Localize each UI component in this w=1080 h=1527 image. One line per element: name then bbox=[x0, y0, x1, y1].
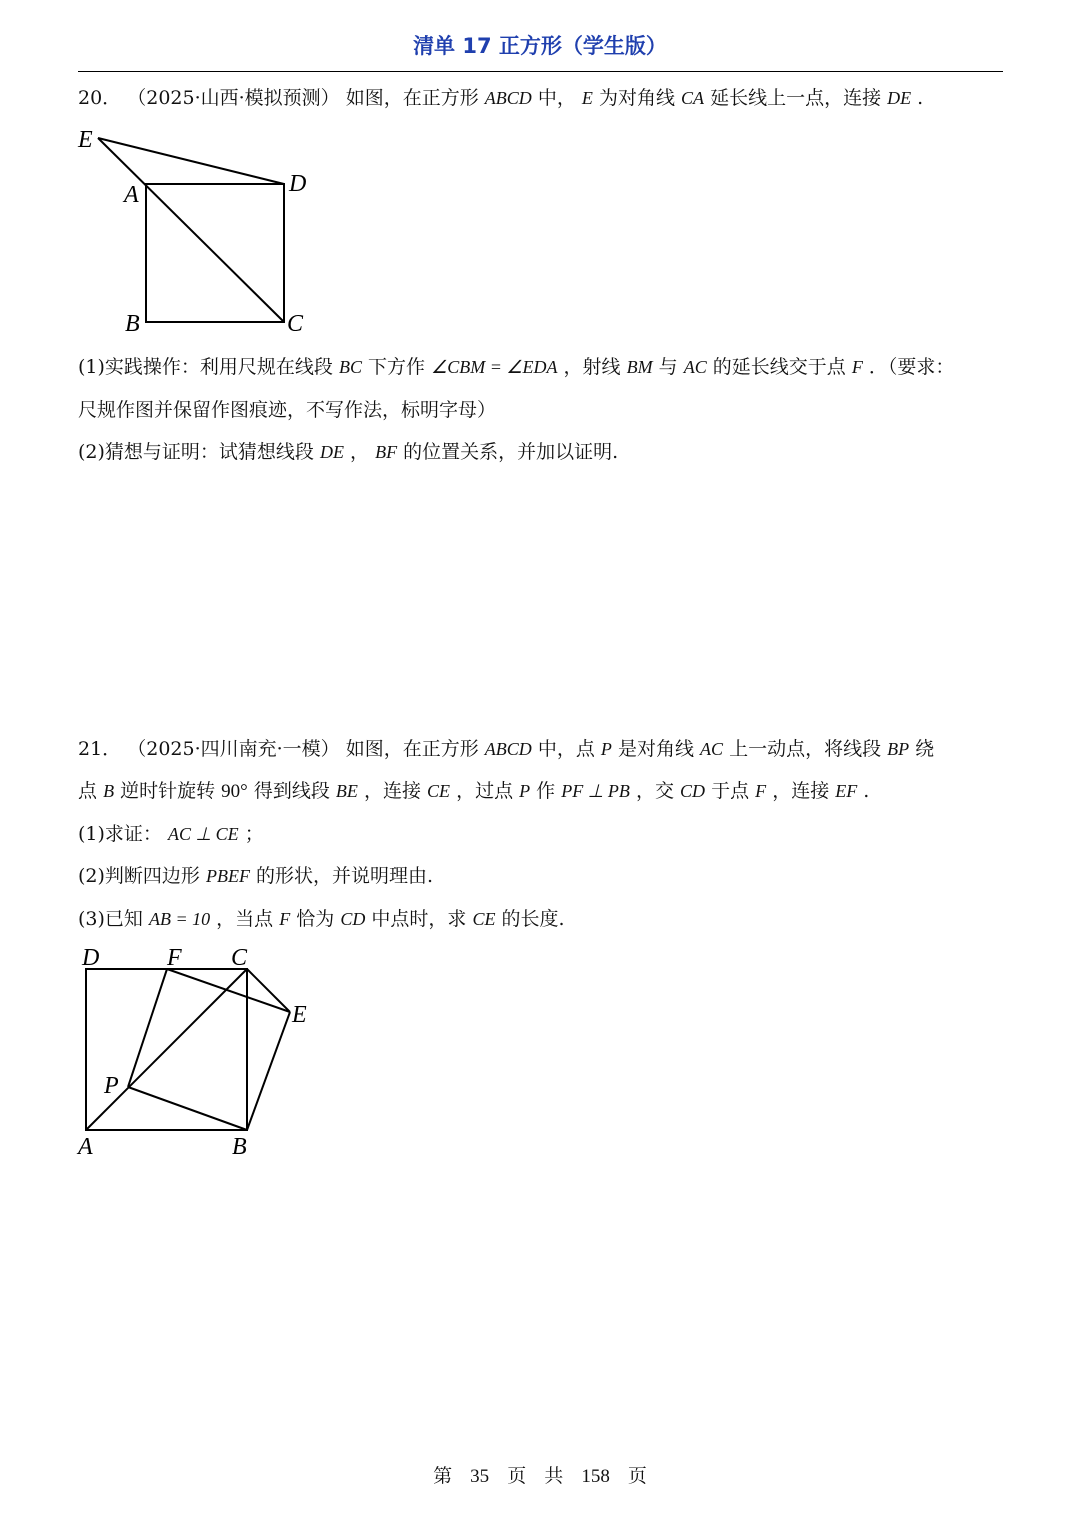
text: 第 bbox=[433, 1465, 453, 1487]
text: 共 bbox=[544, 1465, 564, 1487]
text: 中点时，求 bbox=[371, 908, 467, 930]
math-point: F bbox=[851, 357, 863, 377]
math-segment: CA bbox=[681, 88, 705, 108]
text: 页 bbox=[507, 1465, 527, 1487]
math-angle: ∠CBM = ∠EDA bbox=[431, 357, 558, 377]
text: 上一动点，将线段 bbox=[729, 738, 882, 760]
text: 中， bbox=[537, 87, 576, 109]
math-point: B bbox=[103, 781, 115, 801]
math-expression: AB = 10 bbox=[148, 909, 211, 929]
q21-label-b: B bbox=[232, 1134, 247, 1160]
text: . bbox=[863, 780, 870, 802]
text: 与 bbox=[658, 356, 678, 378]
math-point: F bbox=[755, 781, 767, 801]
math-segment: BE bbox=[335, 781, 358, 801]
text: 绕 bbox=[915, 738, 935, 760]
math-ray: BM bbox=[626, 357, 653, 377]
text: ，连接 bbox=[772, 780, 830, 802]
text: (1)实践操作：利用尺规在线段 bbox=[78, 356, 333, 378]
text: 为对角线 bbox=[598, 87, 675, 109]
q20-label-b: B bbox=[125, 311, 140, 337]
math-segment: BC bbox=[338, 357, 362, 377]
text: (1)求证： bbox=[78, 823, 162, 845]
math-square: ABCD bbox=[484, 88, 532, 108]
text: ，连接 bbox=[363, 780, 421, 802]
math-segment: DE bbox=[887, 88, 912, 108]
text: (2)判断四边形 bbox=[78, 865, 200, 887]
text: 中，点 bbox=[537, 738, 595, 760]
q20-source: （2025·山西·模拟预测） bbox=[127, 87, 340, 109]
text: 如图，在正方形 bbox=[345, 738, 479, 760]
q20-label-e: E bbox=[78, 127, 93, 153]
q21-label-p: P bbox=[104, 1073, 119, 1099]
text: 逆时针旋转 bbox=[120, 780, 216, 802]
text: ，交 bbox=[635, 780, 674, 802]
page-footer bbox=[0, 1461, 1080, 1488]
text: ．（要求： bbox=[868, 356, 955, 378]
page-number: 35 bbox=[470, 1466, 490, 1487]
text: ，过点 bbox=[456, 780, 514, 802]
text: 下方作 bbox=[368, 356, 426, 378]
text: 如图，在正方形 bbox=[345, 87, 479, 109]
q20-number: 20． bbox=[78, 87, 122, 109]
text: 页 bbox=[627, 1465, 647, 1487]
math-square: ABCD bbox=[484, 739, 532, 759]
math-segment: CD bbox=[680, 781, 706, 801]
q20-label-c: C bbox=[287, 311, 304, 337]
text: 得到线段 bbox=[253, 780, 330, 802]
math-point: P bbox=[600, 739, 612, 759]
text: ，当点 bbox=[216, 908, 274, 930]
text: ， bbox=[350, 441, 370, 463]
q21-label-c: C bbox=[231, 945, 248, 971]
text: 点 bbox=[78, 780, 98, 802]
q21-label-f: F bbox=[167, 945, 182, 971]
text: (3)已知 bbox=[78, 908, 143, 930]
text: 的形状，并说明理由. bbox=[256, 865, 434, 887]
math-segment: CE bbox=[427, 781, 451, 801]
page-header-title: 清单 17 正方形（学生版） bbox=[413, 34, 667, 58]
text: 延长线上一点，连接 bbox=[710, 87, 882, 109]
text: . bbox=[917, 87, 924, 109]
math-expression: AC ⊥ CE bbox=[167, 824, 239, 844]
q20-part1-line2: 尺规作图并保留作图痕迹，不写作法，标明字母） bbox=[78, 399, 497, 421]
text: 的位置关系，并加以证明. bbox=[403, 441, 619, 463]
math-segment: AC bbox=[683, 357, 707, 377]
q21-label-d: D bbox=[82, 945, 100, 971]
text: 的延长线交于点 bbox=[712, 356, 846, 378]
total-pages: 158 bbox=[581, 1466, 610, 1487]
text: 的长度. bbox=[501, 908, 565, 930]
math-segment: CE bbox=[472, 909, 496, 929]
text: ，射线 bbox=[563, 356, 621, 378]
math-perpendicular: PF ⊥ PB bbox=[561, 781, 630, 801]
text: ； bbox=[244, 823, 264, 845]
math-segment: BF bbox=[375, 442, 398, 462]
math-segment: AC bbox=[700, 739, 724, 759]
text: 作 bbox=[536, 780, 556, 802]
math-segment: DE bbox=[319, 442, 344, 462]
text: (2)猜想与证明：试猜想线段 bbox=[78, 441, 314, 463]
q21-number: 21． bbox=[78, 738, 122, 760]
q21-label-e: E bbox=[292, 1002, 307, 1028]
math-segment: CD bbox=[340, 909, 366, 929]
text: 于点 bbox=[711, 780, 750, 802]
math-degree: 90° bbox=[221, 781, 248, 802]
math-point: E bbox=[581, 88, 593, 108]
q21-label-a: A bbox=[78, 1134, 93, 1160]
math-segment: EF bbox=[835, 781, 858, 801]
q21-source: （2025·四川南充·一模） bbox=[127, 738, 340, 760]
math-segment: BP bbox=[887, 739, 910, 759]
q20-label-d: D bbox=[289, 171, 307, 197]
q20-label-a: A bbox=[124, 182, 139, 208]
math-point: P bbox=[519, 781, 531, 801]
text: 恰为 bbox=[296, 908, 335, 930]
text: 是对角线 bbox=[617, 738, 694, 760]
math-point: F bbox=[279, 909, 291, 929]
math-quadrilateral: PBEF bbox=[205, 866, 250, 886]
